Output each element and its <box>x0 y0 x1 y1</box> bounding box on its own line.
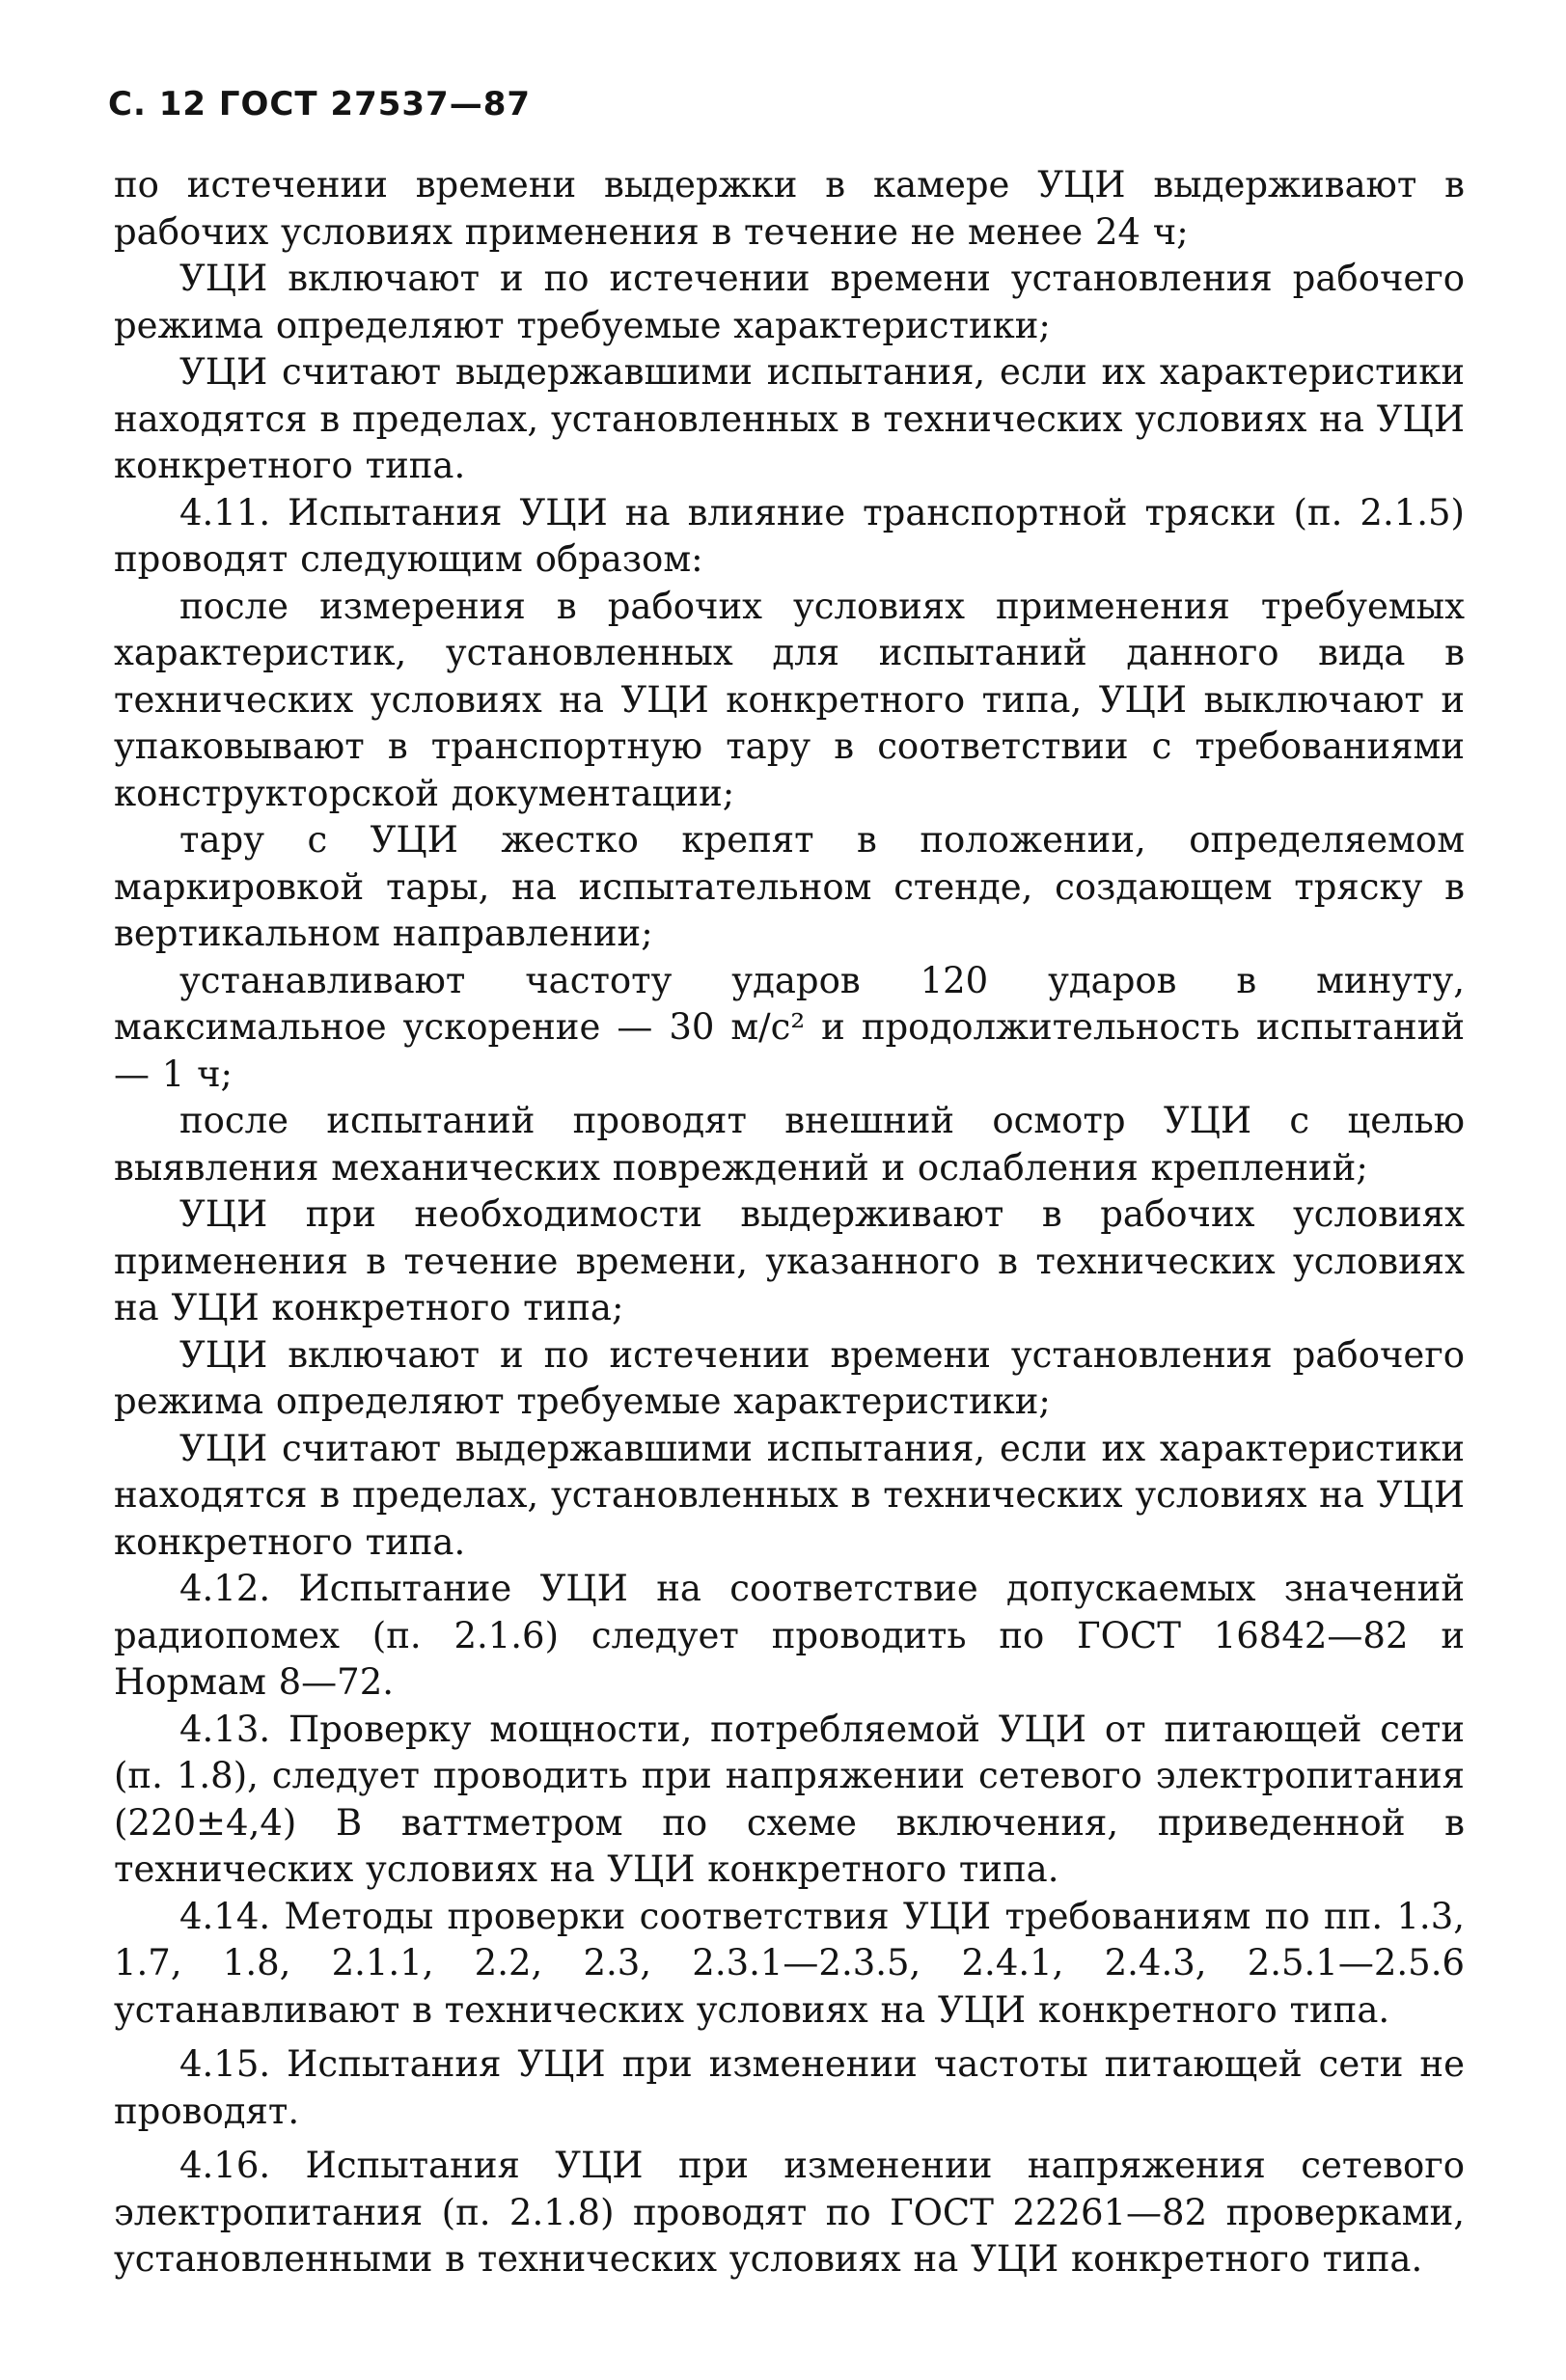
clause-4-14: 4.14. Методы проверки соответствия УЦИ требованиям по пп. 1.3, 1.7, 1.8, 2.1.1, 2.2, 2.3, 2.3.1—2.3.5, 2.4.1, 2.4.3, 2.5.1—2.5.6 устанавливают в технических условиях на УЦИ конкретного типа. <box>114 1895 1465 2031</box>
paragraph-continuation: по истечении времени выдержки в камере УЦИ выдерживают в рабочих условиях применения в течение не менее 24 ч; <box>114 164 1465 253</box>
clause-4-13: 4.13. Проверку мощности, потребляемой УЦИ от питающей сети (п. 1.8), следует проводить при напряжении сетевого электропитания (220±4,4) В ваттметром по схеме включения, приведенной в технических условиях на УЦИ конкретного типа. <box>114 1708 1465 1890</box>
paragraph-shock-rate: устанавливают частоту ударов 120 ударов в минуту, максимальное ускорение — 30 м/с² и продолжительность испытаний — 1 ч; <box>114 959 1465 1095</box>
paragraph-mounting: тару с УЦИ жестко крепят в положении, определяемом маркировкой тары, на испытательном стенде, создающем тряску в вертикальном направлении; <box>114 819 1465 954</box>
paragraph-conditioning: УЦИ при необходимости выдерживают в рабочих условиях применения в течение времени, указанного в технических условиях на УЦИ конкретного типа; <box>114 1193 1465 1328</box>
clause-4-11: 4.11. Испытания УЦИ на влияние транспортной тряски (п. 2.1.5) проводят следующим образом: <box>114 491 1465 580</box>
paragraph-pass-criteria: УЦИ считают выдержавшими испытания, если их характеристики находятся в пределах, установленных в технических условиях на УЦИ конкретного типа. <box>114 351 1465 486</box>
running-head: С. 12 ГОСТ 27537—87 <box>108 85 532 123</box>
clause-4-16: 4.16. Испытания УЦИ при изменении напряжения сетевого электропитания (п. 2.1.8) проводят по ГОСТ 22261—82 проверками, установленными в технических условиях на УЦИ конкретного типа. <box>114 2145 1465 2280</box>
paragraph-pass-criteria-2: УЦИ считают выдержавшими испытания, если их характеристики находятся в пределах, установленных в технических условиях на УЦИ конкретного типа. <box>114 1427 1465 1563</box>
paragraph-switch-on: УЦИ включают и по истечении времени установления рабочего режима определяют требуемые характеристики; <box>114 258 1465 346</box>
text-body <box>114 162 1465 2284</box>
paragraph-packing: после измерения в рабочих условиях применения требуемых характеристик, установленных для испытаний данного вида в технических условиях на УЦИ конкретного типа, УЦИ выключают и упаковывают в транспортную тару в соответствии с требованиями конструкторской документации; <box>114 585 1465 814</box>
clause-4-12: 4.12. Испытание УЦИ на соответствие допускаемых значений радиопомех (п. 2.1.6) следует проводить по ГОСТ 16842—82 и Нормам 8—72. <box>114 1568 1465 1703</box>
paragraph-inspection: после испытаний проводят внешний осмотр УЦИ с целью выявления механических повреждений и ослабления креплений; <box>114 1100 1465 1189</box>
paragraph-switch-on-2: УЦИ включают и по истечении времени установления рабочего режима определяют требуемые характеристики; <box>114 1333 1465 1422</box>
clause-4-15: 4.15. Испытания УЦИ при изменении частоты питающей сети не проводят. <box>114 2043 1465 2132</box>
